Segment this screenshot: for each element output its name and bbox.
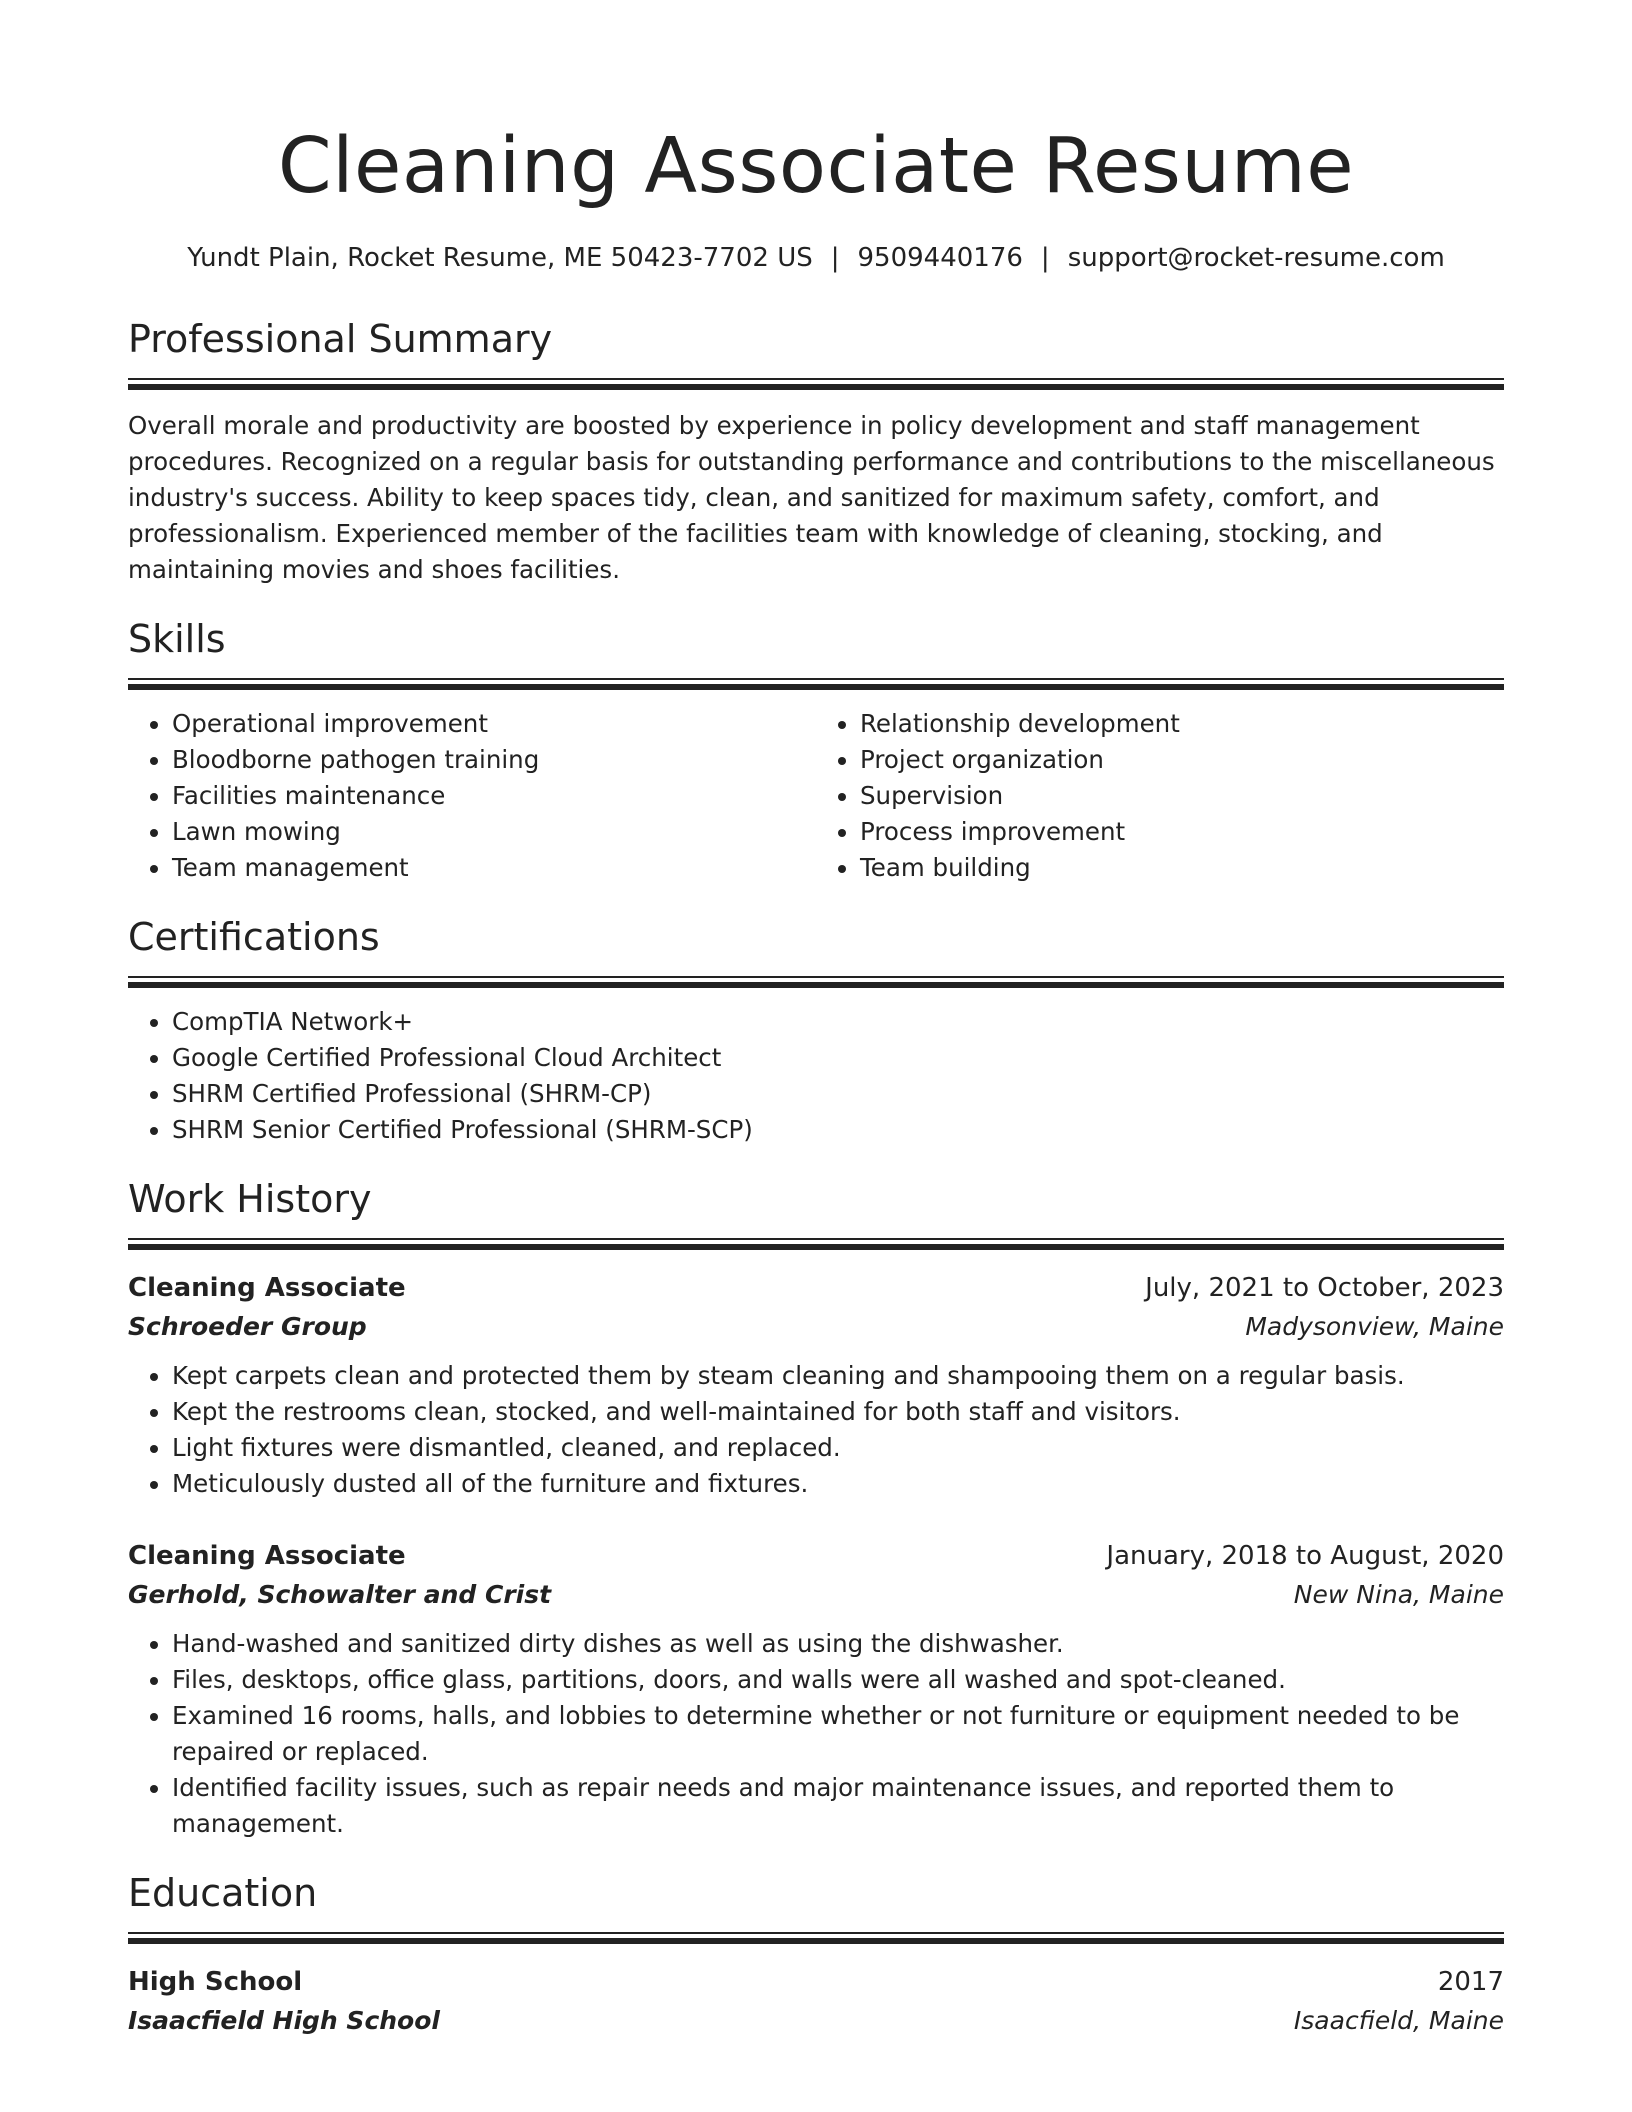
resume-title: Cleaning Associate Resume [277, 122, 1355, 211]
skill-item: • Process improvement [860, 814, 1504, 850]
contact-email: support@rocket-resume.com [1067, 243, 1445, 273]
skill-item: • Relationship development [860, 706, 1504, 742]
education-year: 2017 [1437, 1967, 1504, 1997]
skill-item: • Bloodborne pathogen training [172, 742, 816, 778]
work-history-heading: Work History [128, 1177, 372, 1221]
contact-separator: | [1040, 243, 1050, 273]
summary-section [128, 316, 1504, 588]
job-duty: • Files, desktops, office glass, partitions, doors, and walls were all washed and spot-cleaned. [172, 1662, 1504, 1698]
skill-item: • Project organization [860, 742, 1504, 778]
summary-text: Overall morale and productivity are boosted by experience in policy development and staff management procedures. Recognized on a regular basis for outstanding performance and contributions to the miscellaneous industry's success. Ability to keep spaces tidy, clean, and sanitized for maximum safety, comfort, and professionalism. Experienced member of the facilities team with knowledge of cleaning, stocking, and maintaining movies and shoes facilities. [128, 411, 1495, 584]
summary-heading: Professional Summary [128, 317, 553, 361]
skills-grid [128, 690, 1504, 886]
education-school: Isaacfield High School [128, 2006, 440, 2035]
section-divider [128, 1238, 1504, 1250]
job-duty: • Light fixtures were dismantled, cleaned, and replaced. [172, 1430, 1504, 1466]
job-duties [128, 1358, 1504, 1502]
section-divider [128, 976, 1504, 988]
certification-item: • SHRM Senior Certified Professional (SHRM-SCP) [172, 1112, 1504, 1148]
certification-item: • SHRM Certified Professional (SHRM-CP) [172, 1076, 1504, 1112]
certification-item: • Google Certified Professional Cloud Architect [172, 1040, 1504, 1076]
skill-item: • Team management [172, 850, 816, 886]
job-location: Madysonview, Maine [1245, 1312, 1504, 1341]
job-duties [128, 1626, 1504, 1842]
job-duty: • Kept the restrooms clean, stocked, and well-maintained for both staff and visitors. [172, 1394, 1504, 1430]
skills-heading: Skills [128, 617, 226, 661]
skill-item: • Operational improvement [172, 706, 816, 742]
certifications-list [128, 1004, 1504, 1148]
skills-section [128, 616, 1504, 886]
certification-item: • CompTIA Network+ [172, 1004, 1504, 1040]
job-duty: • Hand-washed and sanitized dirty dishes as well as using the dishwasher. [172, 1626, 1504, 1662]
skills-list-right [816, 706, 1504, 886]
section-divider [128, 378, 1504, 390]
contact-separator: | [830, 243, 840, 273]
job-employer: Gerhold, Schowalter and Crist [128, 1580, 552, 1609]
section-divider [128, 678, 1504, 690]
job-duty: • Kept carpets clean and protected them by steam cleaning and shampooing them on a regular basis. [172, 1358, 1504, 1394]
job-dates: January, 2018 to August, 2020 [1106, 1541, 1504, 1571]
education-location: Isaacfield, Maine [1293, 2006, 1504, 2035]
skill-item: • Supervision [860, 778, 1504, 814]
skills-list-left [128, 706, 816, 886]
education-degree: High School [128, 1967, 303, 1997]
job-duty: • Meticulously dusted all of the furniture and fixtures. [172, 1466, 1504, 1502]
skill-item: • Facilities maintenance [172, 778, 816, 814]
contact-phone: 9509440176 [857, 243, 1023, 273]
certifications-section [128, 914, 1504, 1148]
section-divider [128, 1932, 1504, 1944]
contact-line [128, 240, 1504, 276]
job-title: Cleaning Associate [128, 1541, 406, 1571]
job-duty: • Examined 16 rooms, halls, and lobbies to determine whether or not furniture or equipment needed to be repaired or replaced. [172, 1698, 1504, 1770]
certifications-heading: Certifications [128, 915, 380, 959]
skill-item: • Lawn mowing [172, 814, 816, 850]
education-heading: Education [128, 1871, 318, 1915]
job-employer: Schroeder Group [128, 1312, 367, 1341]
skill-item: • Team building [860, 850, 1504, 886]
job-duty: • Identified facility issues, such as repair needs and major maintenance issues, and reported them to management. [172, 1770, 1504, 1842]
job-entry [128, 1268, 1504, 1502]
education-section [128, 1870, 1504, 2040]
education-entry [128, 1962, 1504, 2040]
job-title: Cleaning Associate [128, 1273, 406, 1303]
job-dates: July, 2021 to October, 2023 [1145, 1273, 1504, 1303]
work-history-section [128, 1176, 1504, 1842]
job-location: New Nina, Maine [1293, 1580, 1504, 1609]
job-entry [128, 1536, 1504, 1842]
contact-address: Yundt Plain, Rocket Resume, ME 50423-7702 US [187, 243, 813, 273]
